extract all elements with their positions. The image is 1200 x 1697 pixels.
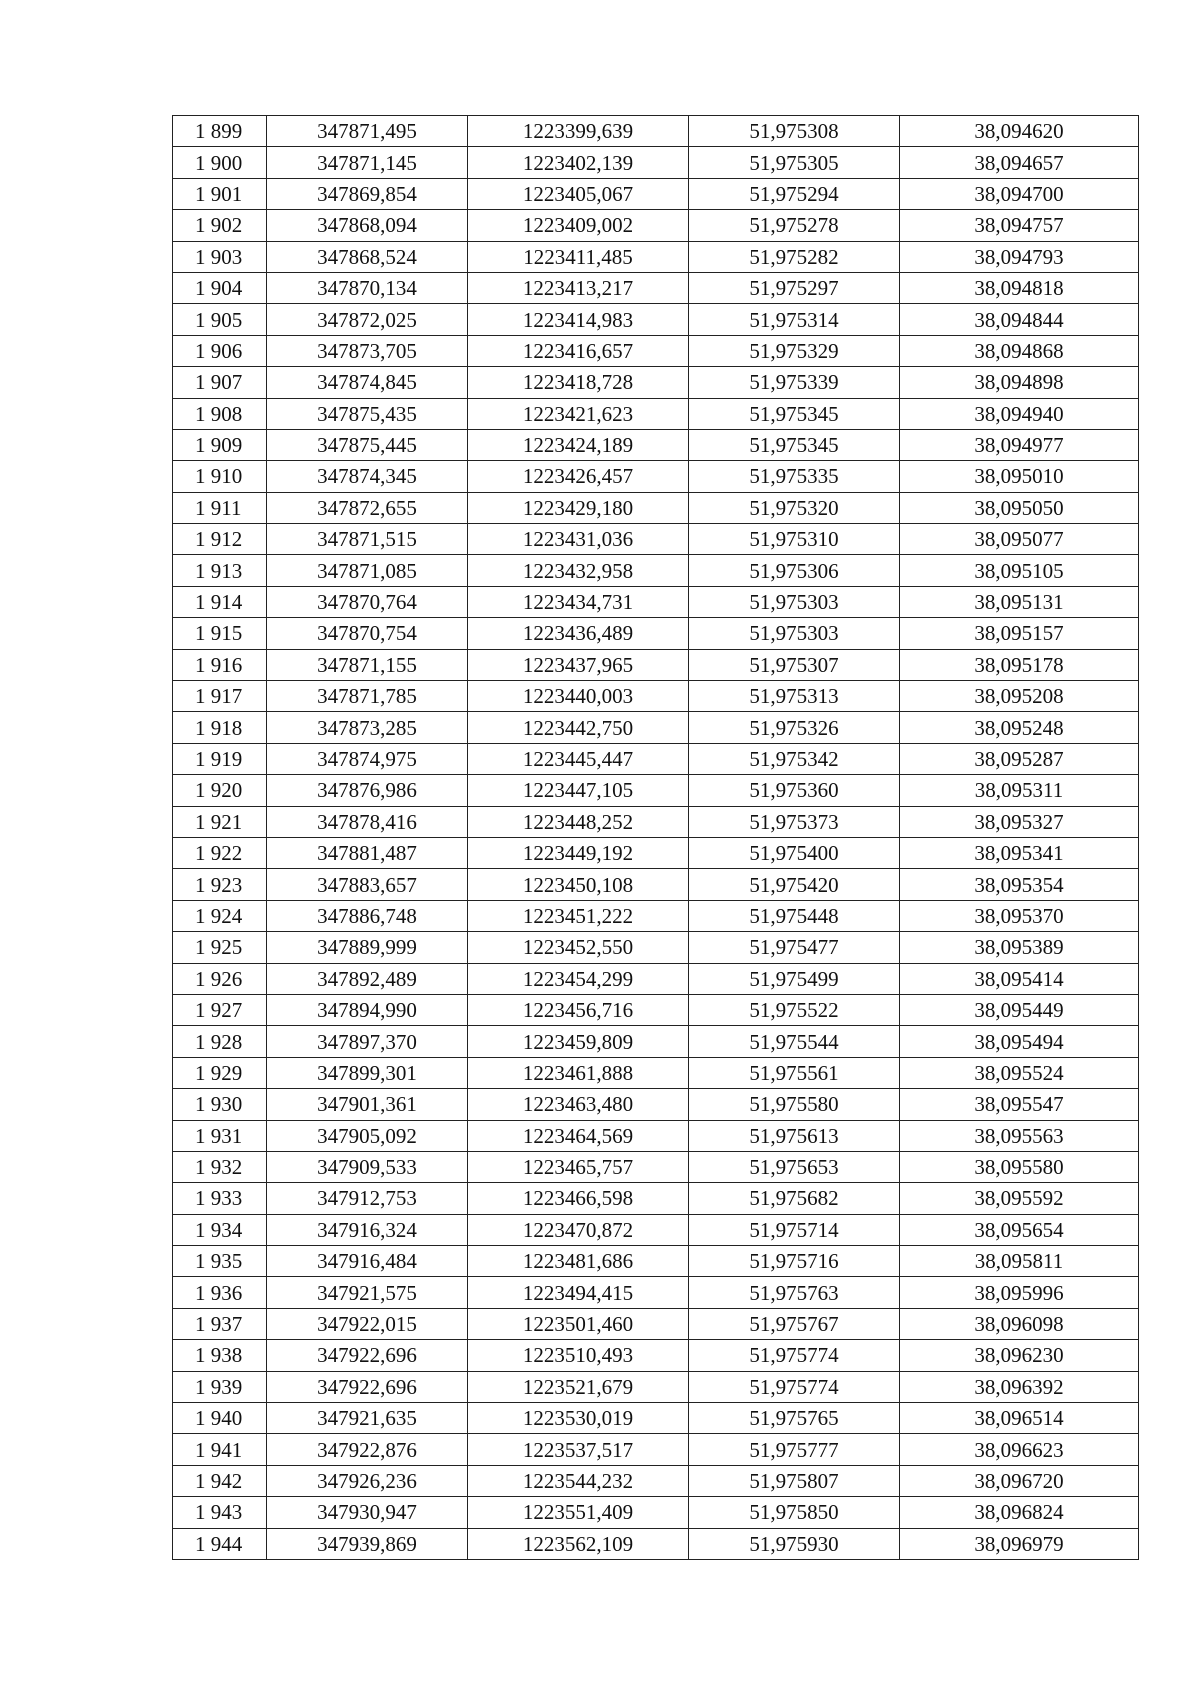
y-coordinate-cell: 1223421,623 — [468, 398, 689, 429]
latitude-cell: 51,975716 — [689, 1246, 900, 1277]
table-row — [173, 1214, 1139, 1245]
longitude-cell: 38,095341 — [900, 837, 1139, 868]
x-coordinate-cell: 347873,705 — [267, 335, 468, 366]
point-number-cell: 1 899 — [173, 116, 267, 147]
latitude-cell: 51,975850 — [689, 1497, 900, 1528]
longitude-cell: 38,095248 — [900, 712, 1139, 743]
point-number-cell: 1 934 — [173, 1214, 267, 1245]
y-coordinate-cell: 1223424,189 — [468, 429, 689, 460]
latitude-cell: 51,975303 — [689, 618, 900, 649]
y-coordinate-cell: 1223416,657 — [468, 335, 689, 366]
y-coordinate-cell: 1223431,036 — [468, 524, 689, 555]
longitude-cell: 38,094898 — [900, 367, 1139, 398]
x-coordinate-cell: 347868,524 — [267, 241, 468, 272]
x-coordinate-cell: 347921,635 — [267, 1403, 468, 1434]
longitude-cell: 38,096514 — [900, 1403, 1139, 1434]
y-coordinate-cell: 1223461,888 — [468, 1057, 689, 1088]
latitude-cell: 51,975306 — [689, 555, 900, 586]
x-coordinate-cell: 347874,345 — [267, 461, 468, 492]
table-row — [173, 555, 1139, 586]
table-row — [173, 837, 1139, 868]
longitude-cell: 38,095178 — [900, 649, 1139, 680]
latitude-cell: 51,975777 — [689, 1434, 900, 1465]
point-number-cell: 1 933 — [173, 1183, 267, 1214]
table-row — [173, 1340, 1139, 1371]
longitude-cell: 38,096720 — [900, 1465, 1139, 1496]
table-row — [173, 367, 1139, 398]
latitude-cell: 51,975477 — [689, 932, 900, 963]
latitude-cell: 51,975303 — [689, 586, 900, 617]
x-coordinate-cell: 347899,301 — [267, 1057, 468, 1088]
longitude-cell: 38,095996 — [900, 1277, 1139, 1308]
latitude-cell: 51,975360 — [689, 775, 900, 806]
x-coordinate-cell: 347922,696 — [267, 1340, 468, 1371]
table-row — [173, 1151, 1139, 1182]
longitude-cell: 38,095811 — [900, 1246, 1139, 1277]
longitude-cell: 38,096824 — [900, 1497, 1139, 1528]
x-coordinate-cell: 347912,753 — [267, 1183, 468, 1214]
point-number-cell: 1 900 — [173, 147, 267, 178]
longitude-cell: 38,095524 — [900, 1057, 1139, 1088]
latitude-cell: 51,975930 — [689, 1528, 900, 1559]
point-number-cell: 1 940 — [173, 1403, 267, 1434]
y-coordinate-cell: 1223426,457 — [468, 461, 689, 492]
latitude-cell: 51,975561 — [689, 1057, 900, 1088]
table-row — [173, 335, 1139, 366]
latitude-cell: 51,975682 — [689, 1183, 900, 1214]
y-coordinate-cell: 1223466,598 — [468, 1183, 689, 1214]
x-coordinate-cell: 347930,947 — [267, 1497, 468, 1528]
table-row — [173, 429, 1139, 460]
point-number-cell: 1 935 — [173, 1246, 267, 1277]
longitude-cell: 38,095414 — [900, 963, 1139, 994]
point-number-cell: 1 905 — [173, 304, 267, 335]
x-coordinate-cell: 347874,975 — [267, 743, 468, 774]
longitude-cell: 38,094620 — [900, 116, 1139, 147]
table-row — [173, 743, 1139, 774]
table-row — [173, 900, 1139, 931]
x-coordinate-cell: 347881,487 — [267, 837, 468, 868]
point-number-cell: 1 903 — [173, 241, 267, 272]
table-row — [173, 524, 1139, 555]
point-number-cell: 1 910 — [173, 461, 267, 492]
longitude-cell: 38,094844 — [900, 304, 1139, 335]
latitude-cell: 51,975613 — [689, 1120, 900, 1151]
y-coordinate-cell: 1223551,409 — [468, 1497, 689, 1528]
table-row — [173, 461, 1139, 492]
table-row — [173, 681, 1139, 712]
longitude-cell: 38,094818 — [900, 272, 1139, 303]
table-row — [173, 806, 1139, 837]
longitude-cell: 38,094757 — [900, 210, 1139, 241]
longitude-cell: 38,095287 — [900, 743, 1139, 774]
x-coordinate-cell: 347883,657 — [267, 869, 468, 900]
point-number-cell: 1 916 — [173, 649, 267, 680]
longitude-cell: 38,096098 — [900, 1308, 1139, 1339]
y-coordinate-cell: 1223501,460 — [468, 1308, 689, 1339]
longitude-cell: 38,095131 — [900, 586, 1139, 617]
y-coordinate-cell: 1223450,108 — [468, 869, 689, 900]
latitude-cell: 51,975297 — [689, 272, 900, 303]
x-coordinate-cell: 347871,145 — [267, 147, 468, 178]
latitude-cell: 51,975400 — [689, 837, 900, 868]
longitude-cell: 38,095389 — [900, 932, 1139, 963]
point-number-cell: 1 926 — [173, 963, 267, 994]
y-coordinate-cell: 1223464,569 — [468, 1120, 689, 1151]
latitude-cell: 51,975342 — [689, 743, 900, 774]
x-coordinate-cell: 347868,094 — [267, 210, 468, 241]
longitude-cell: 38,095547 — [900, 1089, 1139, 1120]
latitude-cell: 51,975345 — [689, 398, 900, 429]
x-coordinate-cell: 347873,285 — [267, 712, 468, 743]
table-row — [173, 1371, 1139, 1402]
table-row — [173, 1465, 1139, 1496]
latitude-cell: 51,975448 — [689, 900, 900, 931]
longitude-cell: 38,095563 — [900, 1120, 1139, 1151]
x-coordinate-cell: 347909,533 — [267, 1151, 468, 1182]
point-number-cell: 1 930 — [173, 1089, 267, 1120]
point-number-cell: 1 939 — [173, 1371, 267, 1402]
latitude-cell: 51,975653 — [689, 1151, 900, 1182]
table-row — [173, 1497, 1139, 1528]
x-coordinate-cell: 347876,986 — [267, 775, 468, 806]
x-coordinate-cell: 347921,575 — [267, 1277, 468, 1308]
latitude-cell: 51,975294 — [689, 178, 900, 209]
table-row — [173, 304, 1139, 335]
point-number-cell: 1 923 — [173, 869, 267, 900]
longitude-cell: 38,095105 — [900, 555, 1139, 586]
y-coordinate-cell: 1223429,180 — [468, 492, 689, 523]
table-row — [173, 963, 1139, 994]
y-coordinate-cell: 1223447,105 — [468, 775, 689, 806]
latitude-cell: 51,975774 — [689, 1371, 900, 1402]
y-coordinate-cell: 1223465,757 — [468, 1151, 689, 1182]
longitude-cell: 38,094940 — [900, 398, 1139, 429]
y-coordinate-cell: 1223456,716 — [468, 994, 689, 1025]
table-row — [173, 1089, 1139, 1120]
table-row — [173, 241, 1139, 272]
longitude-cell: 38,095494 — [900, 1026, 1139, 1057]
table-row — [173, 1277, 1139, 1308]
point-number-cell: 1 917 — [173, 681, 267, 712]
y-coordinate-cell: 1223454,299 — [468, 963, 689, 994]
x-coordinate-cell: 347905,092 — [267, 1120, 468, 1151]
longitude-cell: 38,095157 — [900, 618, 1139, 649]
x-coordinate-cell: 347874,845 — [267, 367, 468, 398]
longitude-cell: 38,095050 — [900, 492, 1139, 523]
table-row — [173, 1246, 1139, 1277]
x-coordinate-cell: 347871,785 — [267, 681, 468, 712]
coordinates-table-body — [173, 116, 1139, 1560]
y-coordinate-cell: 1223434,731 — [468, 586, 689, 617]
table-row — [173, 116, 1139, 147]
longitude-cell: 38,095327 — [900, 806, 1139, 837]
longitude-cell: 38,095354 — [900, 869, 1139, 900]
y-coordinate-cell: 1223521,679 — [468, 1371, 689, 1402]
table-row — [173, 994, 1139, 1025]
point-number-cell: 1 922 — [173, 837, 267, 868]
point-number-cell: 1 913 — [173, 555, 267, 586]
point-number-cell: 1 927 — [173, 994, 267, 1025]
y-coordinate-cell: 1223470,872 — [468, 1214, 689, 1245]
table-row — [173, 1183, 1139, 1214]
y-coordinate-cell: 1223402,139 — [468, 147, 689, 178]
longitude-cell: 38,096230 — [900, 1340, 1139, 1371]
table-row — [173, 178, 1139, 209]
x-coordinate-cell: 347871,515 — [267, 524, 468, 555]
y-coordinate-cell: 1223448,252 — [468, 806, 689, 837]
x-coordinate-cell: 347939,869 — [267, 1528, 468, 1559]
latitude-cell: 51,975305 — [689, 147, 900, 178]
y-coordinate-cell: 1223437,965 — [468, 649, 689, 680]
table-row — [173, 932, 1139, 963]
longitude-cell: 38,095208 — [900, 681, 1139, 712]
x-coordinate-cell: 347916,324 — [267, 1214, 468, 1245]
point-number-cell: 1 932 — [173, 1151, 267, 1182]
point-number-cell: 1 904 — [173, 272, 267, 303]
latitude-cell: 51,975774 — [689, 1340, 900, 1371]
point-number-cell: 1 919 — [173, 743, 267, 774]
latitude-cell: 51,975763 — [689, 1277, 900, 1308]
longitude-cell: 38,096623 — [900, 1434, 1139, 1465]
x-coordinate-cell: 347872,655 — [267, 492, 468, 523]
latitude-cell: 51,975714 — [689, 1214, 900, 1245]
x-coordinate-cell: 347922,015 — [267, 1308, 468, 1339]
table-row — [173, 1308, 1139, 1339]
latitude-cell: 51,975580 — [689, 1089, 900, 1120]
y-coordinate-cell: 1223481,686 — [468, 1246, 689, 1277]
x-coordinate-cell: 347901,361 — [267, 1089, 468, 1120]
longitude-cell: 38,094868 — [900, 335, 1139, 366]
point-number-cell: 1 911 — [173, 492, 267, 523]
table-row — [173, 1026, 1139, 1057]
x-coordinate-cell: 347922,876 — [267, 1434, 468, 1465]
x-coordinate-cell: 347889,999 — [267, 932, 468, 963]
table-row — [173, 147, 1139, 178]
point-number-cell: 1 901 — [173, 178, 267, 209]
x-coordinate-cell: 347875,445 — [267, 429, 468, 460]
table-row — [173, 272, 1139, 303]
y-coordinate-cell: 1223411,485 — [468, 241, 689, 272]
latitude-cell: 51,975544 — [689, 1026, 900, 1057]
point-number-cell: 1 936 — [173, 1277, 267, 1308]
point-number-cell: 1 908 — [173, 398, 267, 429]
y-coordinate-cell: 1223537,517 — [468, 1434, 689, 1465]
longitude-cell: 38,095010 — [900, 461, 1139, 492]
longitude-cell: 38,095311 — [900, 775, 1139, 806]
table-row — [173, 1057, 1139, 1088]
point-number-cell: 1 944 — [173, 1528, 267, 1559]
table-row — [173, 210, 1139, 241]
x-coordinate-cell: 347871,495 — [267, 116, 468, 147]
table-row — [173, 1120, 1139, 1151]
point-number-cell: 1 943 — [173, 1497, 267, 1528]
table-row — [173, 398, 1139, 429]
y-coordinate-cell: 1223451,222 — [468, 900, 689, 931]
y-coordinate-cell: 1223399,639 — [468, 116, 689, 147]
latitude-cell: 51,975767 — [689, 1308, 900, 1339]
point-number-cell: 1 925 — [173, 932, 267, 963]
x-coordinate-cell: 347894,990 — [267, 994, 468, 1025]
x-coordinate-cell: 347926,236 — [267, 1465, 468, 1496]
latitude-cell: 51,975335 — [689, 461, 900, 492]
latitude-cell: 51,975420 — [689, 869, 900, 900]
table-row — [173, 586, 1139, 617]
x-coordinate-cell: 347872,025 — [267, 304, 468, 335]
x-coordinate-cell: 347916,484 — [267, 1246, 468, 1277]
longitude-cell: 38,094657 — [900, 147, 1139, 178]
latitude-cell: 51,975339 — [689, 367, 900, 398]
y-coordinate-cell: 1223414,983 — [468, 304, 689, 335]
y-coordinate-cell: 1223440,003 — [468, 681, 689, 712]
point-number-cell: 1 906 — [173, 335, 267, 366]
longitude-cell: 38,094793 — [900, 241, 1139, 272]
y-coordinate-cell: 1223413,217 — [468, 272, 689, 303]
point-number-cell: 1 937 — [173, 1308, 267, 1339]
x-coordinate-cell: 347892,489 — [267, 963, 468, 994]
coordinates-table — [172, 115, 1139, 1560]
longitude-cell: 38,095370 — [900, 900, 1139, 931]
point-number-cell: 1 931 — [173, 1120, 267, 1151]
table-row — [173, 1528, 1139, 1559]
table-row — [173, 618, 1139, 649]
latitude-cell: 51,975313 — [689, 681, 900, 712]
table-row — [173, 492, 1139, 523]
latitude-cell: 51,975329 — [689, 335, 900, 366]
table-row — [173, 1434, 1139, 1465]
latitude-cell: 51,975314 — [689, 304, 900, 335]
x-coordinate-cell: 347870,754 — [267, 618, 468, 649]
longitude-cell: 38,095449 — [900, 994, 1139, 1025]
longitude-cell: 38,095077 — [900, 524, 1139, 555]
latitude-cell: 51,975345 — [689, 429, 900, 460]
x-coordinate-cell: 347922,696 — [267, 1371, 468, 1402]
x-coordinate-cell: 347870,764 — [267, 586, 468, 617]
latitude-cell: 51,975765 — [689, 1403, 900, 1434]
longitude-cell: 38,096392 — [900, 1371, 1139, 1402]
table-row — [173, 869, 1139, 900]
x-coordinate-cell: 347871,155 — [267, 649, 468, 680]
longitude-cell: 38,095592 — [900, 1183, 1139, 1214]
x-coordinate-cell: 347870,134 — [267, 272, 468, 303]
longitude-cell: 38,095580 — [900, 1151, 1139, 1182]
latitude-cell: 51,975307 — [689, 649, 900, 680]
table-row — [173, 712, 1139, 743]
y-coordinate-cell: 1223452,550 — [468, 932, 689, 963]
point-number-cell: 1 929 — [173, 1057, 267, 1088]
x-coordinate-cell: 347897,370 — [267, 1026, 468, 1057]
y-coordinate-cell: 1223445,447 — [468, 743, 689, 774]
y-coordinate-cell: 1223459,809 — [468, 1026, 689, 1057]
x-coordinate-cell: 347875,435 — [267, 398, 468, 429]
latitude-cell: 51,975282 — [689, 241, 900, 272]
y-coordinate-cell: 1223418,728 — [468, 367, 689, 398]
y-coordinate-cell: 1223463,480 — [468, 1089, 689, 1120]
latitude-cell: 51,975326 — [689, 712, 900, 743]
point-number-cell: 1 924 — [173, 900, 267, 931]
point-number-cell: 1 918 — [173, 712, 267, 743]
y-coordinate-cell: 1223432,958 — [468, 555, 689, 586]
y-coordinate-cell: 1223562,109 — [468, 1528, 689, 1559]
longitude-cell: 38,094977 — [900, 429, 1139, 460]
y-coordinate-cell: 1223405,067 — [468, 178, 689, 209]
x-coordinate-cell: 347871,085 — [267, 555, 468, 586]
latitude-cell: 51,975807 — [689, 1465, 900, 1496]
table-row — [173, 775, 1139, 806]
point-number-cell: 1 921 — [173, 806, 267, 837]
x-coordinate-cell: 347878,416 — [267, 806, 468, 837]
point-number-cell: 1 914 — [173, 586, 267, 617]
point-number-cell: 1 909 — [173, 429, 267, 460]
latitude-cell: 51,975310 — [689, 524, 900, 555]
point-number-cell: 1 938 — [173, 1340, 267, 1371]
point-number-cell: 1 912 — [173, 524, 267, 555]
y-coordinate-cell: 1223510,493 — [468, 1340, 689, 1371]
x-coordinate-cell: 347869,854 — [267, 178, 468, 209]
latitude-cell: 51,975278 — [689, 210, 900, 241]
y-coordinate-cell: 1223530,019 — [468, 1403, 689, 1434]
point-number-cell: 1 941 — [173, 1434, 267, 1465]
point-number-cell: 1 942 — [173, 1465, 267, 1496]
point-number-cell: 1 902 — [173, 210, 267, 241]
y-coordinate-cell: 1223449,192 — [468, 837, 689, 868]
x-coordinate-cell: 347886,748 — [267, 900, 468, 931]
latitude-cell: 51,975522 — [689, 994, 900, 1025]
y-coordinate-cell: 1223544,232 — [468, 1465, 689, 1496]
y-coordinate-cell: 1223442,750 — [468, 712, 689, 743]
point-number-cell: 1 928 — [173, 1026, 267, 1057]
y-coordinate-cell: 1223436,489 — [468, 618, 689, 649]
point-number-cell: 1 915 — [173, 618, 267, 649]
longitude-cell: 38,096979 — [900, 1528, 1139, 1559]
table-row — [173, 649, 1139, 680]
longitude-cell: 38,094700 — [900, 178, 1139, 209]
latitude-cell: 51,975373 — [689, 806, 900, 837]
table-row — [173, 1403, 1139, 1434]
point-number-cell: 1 907 — [173, 367, 267, 398]
latitude-cell: 51,975499 — [689, 963, 900, 994]
latitude-cell: 51,975308 — [689, 116, 900, 147]
point-number-cell: 1 920 — [173, 775, 267, 806]
latitude-cell: 51,975320 — [689, 492, 900, 523]
longitude-cell: 38,095654 — [900, 1214, 1139, 1245]
y-coordinate-cell: 1223409,002 — [468, 210, 689, 241]
y-coordinate-cell: 1223494,415 — [468, 1277, 689, 1308]
